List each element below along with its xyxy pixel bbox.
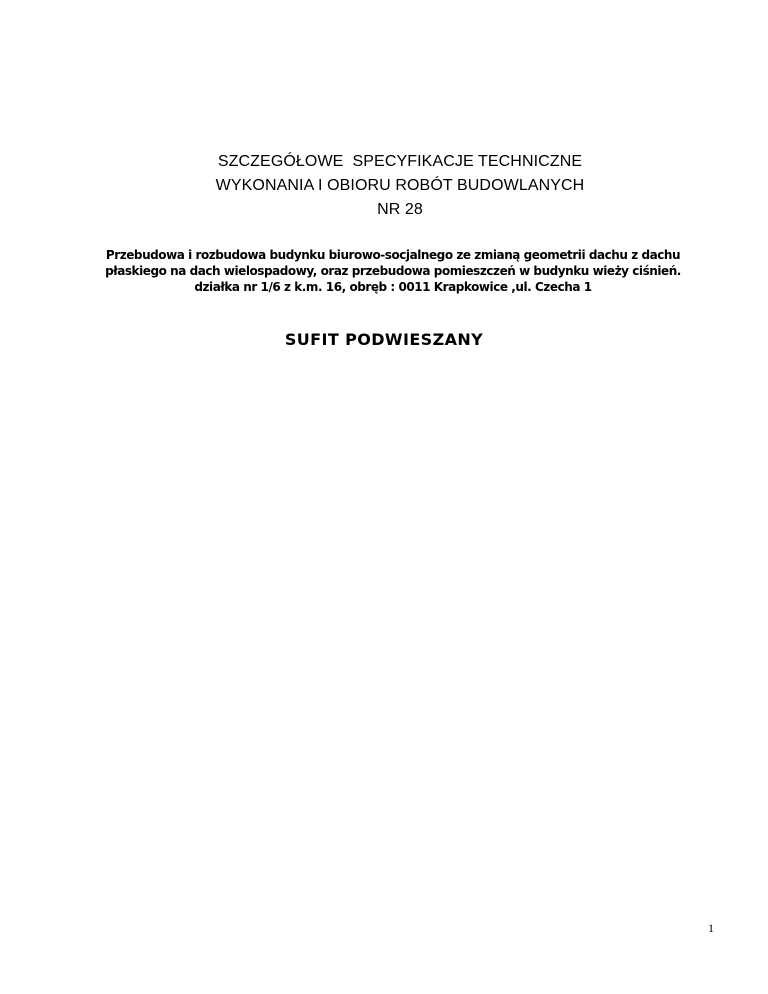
specification-header <box>0 150 768 222</box>
project-description-line-1: Przebudowa i rozbudowa budynku biurowo-socjalnego ze zmianą geometrii dachu z dachu <box>105 248 681 262</box>
project-description-line-2: płaskiego na dach wielospadowy, oraz przebudowa pomieszczeń w budynku wieży ciśnień. <box>105 264 681 278</box>
project-description-line-3: działka nr 1/6 z k.m. 16, obręb : 0011 Krapkowice ,ul. Czecha 1 <box>194 280 592 294</box>
page-number: 1 <box>708 921 714 935</box>
header-line-2: WYKONANIA I OBIORU ROBÓT BUDOWLANYCH <box>215 177 585 194</box>
project-description <box>0 247 768 295</box>
header-line-3: NR 28 <box>377 201 423 218</box>
header-line-1: SZCZEGÓŁOWE SPECYFIKACJE TECHNICZNE <box>217 153 583 170</box>
section-title: SUFIT PODWIESZANY <box>284 330 484 349</box>
